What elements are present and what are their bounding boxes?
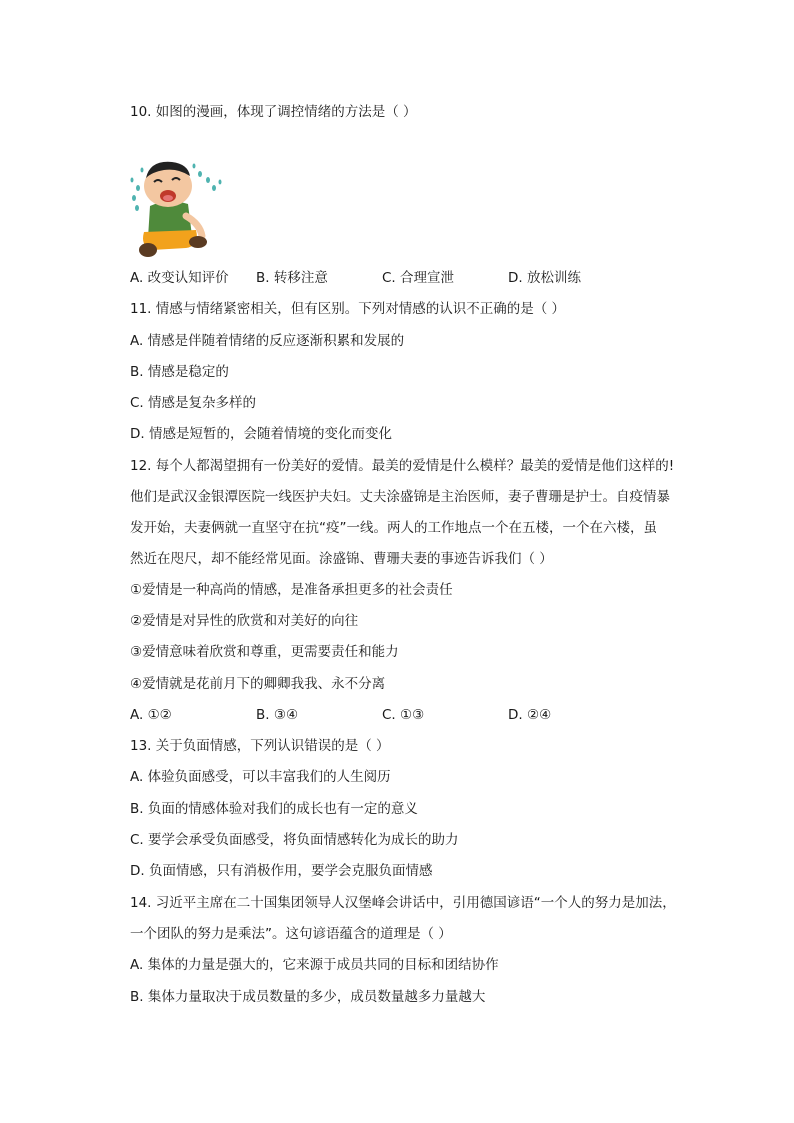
q13-stem: 13. 关于负面情感，下列认识错误的是（ ）: [130, 738, 390, 754]
q12-options: [130, 705, 690, 725]
q10-stem: 10. 如图的漫画，体现了调控情绪的方法是（ ）: [130, 104, 417, 120]
q12-option-c[interactable]: C. ①③: [382, 707, 425, 723]
q12-stem-line-1: 12. 每个人都渴望拥有一份美好的爱情。最美的爱情是什么模样？最美的爱情是他们这样的!: [130, 458, 675, 474]
q10-option-b[interactable]: B. 转移注意: [256, 270, 328, 286]
q10-option-d[interactable]: D. 放松训练: [508, 270, 581, 286]
q12-statement-4: ④爱情就是花前月下的卿卿我我、永不分离: [130, 676, 386, 692]
q11-option-a[interactable]: A. 情感是伴随着情绪的反应逐渐积累和发展的: [130, 333, 405, 349]
crying-child-cartoon: [128, 158, 228, 262]
q14-stem-line-2: 一个团队的努力是乘法”。这句谚语蕴含的道理是（ ）: [130, 926, 452, 942]
q11-stem: 11. 情感与情绪紧密相关，但有区别。下列对情感的认识不正确的是（ ）: [130, 301, 566, 317]
q11-option-d[interactable]: D. 情感是短暂的，会随着情境的变化而变化: [130, 426, 392, 442]
q12-statement-3: ③爱情意味着欣赏和尊重，更需要责任和能力: [130, 644, 399, 660]
q13-option-c[interactable]: C. 要学会承受负面感受，将负面情感转化为成长的助力: [130, 832, 459, 848]
q12-option-d[interactable]: D. ②④: [508, 707, 552, 723]
q13-option-d[interactable]: D. 负面情感，只有消极作用，要学会克服负面情感: [130, 863, 433, 879]
q14-stem-line-1: 14. 习近平主席在二十国集团领导人汉堡峰会讲话中，引用德国谚语“一个人的努力是加法，: [130, 895, 676, 911]
q10-option-a[interactable]: A. 改变认知评价: [130, 270, 229, 286]
q12-stem-line-3: 发开始，夫妻俩就一直坚守在抗“疫”一线。两人的工作地点一个在五楼，一个在六楼，虽: [130, 520, 657, 536]
q11-option-b[interactable]: B. 情感是稳定的: [130, 364, 229, 380]
q12-stem-line-4: 然近在咫尺，却不能经常见面。涂盛锦、曹珊夫妻的事迹告诉我们（ ）: [130, 551, 553, 567]
q12-statement-2: ②爱情是对异性的欣赏和对美好的向往: [130, 613, 359, 629]
q12-statement-1: ①爱情是一种高尚的情感，是准备承担更多的社会责任: [130, 582, 453, 598]
q14-option-b[interactable]: B. 集体力量取决于成员数量的多少，成员数量越多力量越大: [130, 989, 486, 1005]
q13-option-b[interactable]: B. 负面的情感体验对我们的成长也有一定的意义: [130, 801, 418, 817]
q10-option-c[interactable]: C. 合理宣泄: [382, 270, 455, 286]
q13-option-a[interactable]: A. 体验负面感受，可以丰富我们的人生阅历: [130, 769, 391, 785]
q12-option-a[interactable]: A. ①②: [130, 707, 172, 723]
q14-option-a[interactable]: A. 集体的力量是强大的，它来源于成员共同的目标和团结协作: [130, 957, 499, 973]
q11-option-c[interactable]: C. 情感是复杂多样的: [130, 395, 257, 411]
q12-option-b[interactable]: B. ③④: [256, 707, 299, 723]
q10-options: [130, 268, 690, 288]
q12-stem-line-2: 他们是武汉金银潭医院一线医护夫妇。丈夫涂盛锦是主治医师，妻子曹珊是护士。自疫情暴: [130, 489, 670, 505]
